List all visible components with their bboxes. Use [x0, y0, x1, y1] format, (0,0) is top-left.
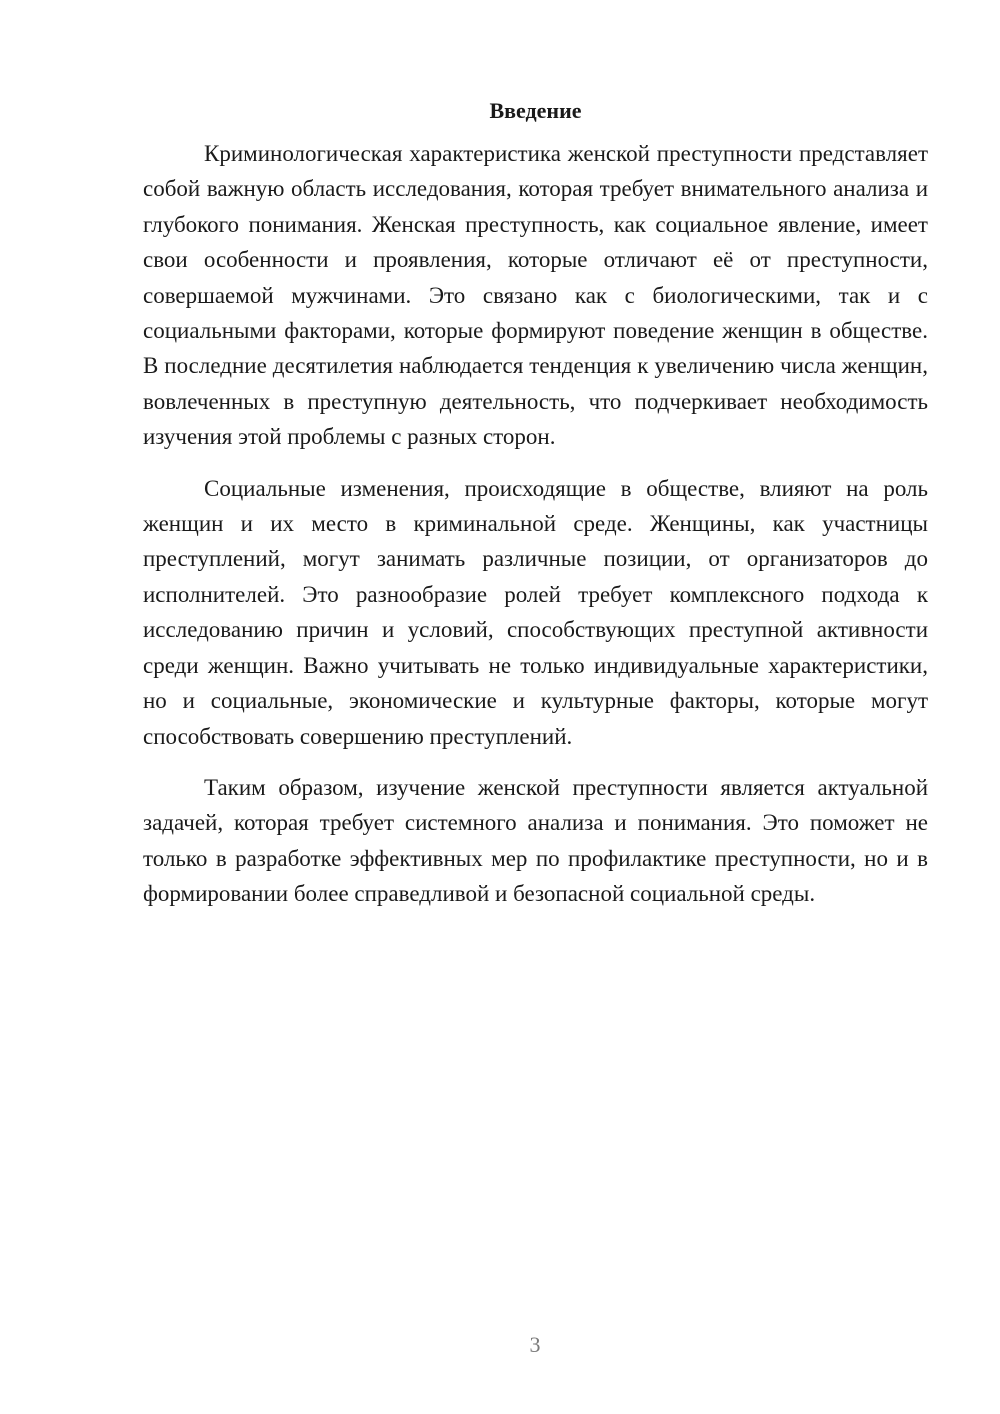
paragraph-3: Таким образом, изучение женской преступности является актуальной задачей, которая требует системного анализа и понимания. Это поможет не только в разработке эффективных мер по профилактике преступности, но и в формировании более справедливой и безопасной социальной среды. — [143, 774, 928, 907]
page-content — [143, 96, 928, 928]
paragraph-1: Криминологическая характеристика женской преступности представляет собой важную область исследования, которая требует внимательного анализа и глубокого понимания. Женская преступность, как социальное явление, имеет свои особенности и проявления, которые отличают её от преступности, совершаемой мужчинами. Это связано как с биологическими, так и с социальными факторами, которые формируют поведение женщин в обществе. В последние десятилетия наблюдается тенденция к увеличению числа женщин, вовлеченных в преступную деятельность, что подчеркивает необходимость изучения этой проблемы с разных сторон. — [143, 141, 928, 450]
page-number: 3 — [529, 1332, 541, 1357]
section-title: Введение — [489, 98, 582, 123]
paragraph-2: Социальные изменения, происходящие в обществе, влияют на роль женщин и их место в криминальной среде. Женщины, как участницы преступлений, могут занимать различные позиции, от организаторов до исполнителей. Это разнообразие ролей требует комплексного подхода к исследованию причин и условий, способствующих преступной активности среди женщин. Важно учитывать не только индивидуальные характеристики, но и социальные, экономические и культурные факторы, которые могут способствовать совершению преступлений. — [143, 475, 928, 749]
